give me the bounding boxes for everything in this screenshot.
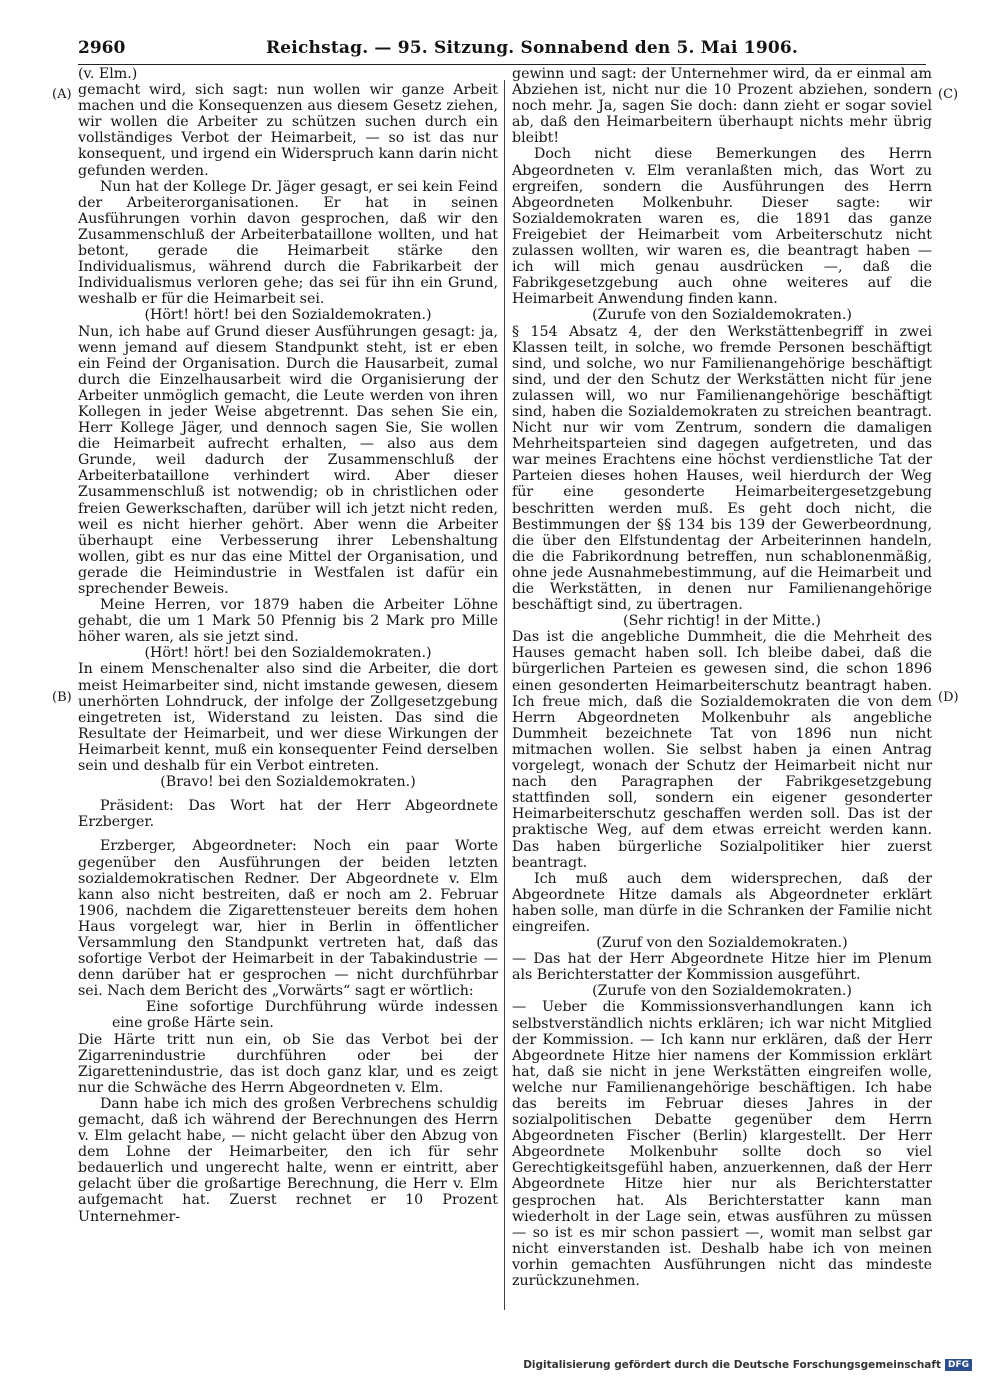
header-rule bbox=[78, 64, 926, 65]
paragraph: § 154 Absatz 4, der den Werkstättenbegriff in zwei Klassen teilt, in solche, wo fremde Personen beschäftigt sind, und solche, wo nur Familienangehörige beschäftigt sind, und der den Schutz der Werkstätten nicht für jene zulassen will, wo nur Familienangehörige beschäftigt sind, haben die Sozialdemokraten zu streichen beantragt. Nicht nur wir vom Zentrum, sondern die damaligen Mehrheitsparteien sind dagegen aufgetreten, und das war meines Erachtens eine höchst verdienstliche Tat der Parteien dieses hohen Hauses, weil hierdurch der Weg für eine gesonderte Heimarbeitergesetzgebung beschritten werden muß. Es geht doch nicht, die Bestimmungen der §§ 134 bis 139 der Gewerbeordnung, die über den Elfstundentag der Arbeiterinnen handeln, die die Fabrikordnung betreffen, nun schablonenmäßig, ohne jede Ausnahmebestimmung, auf die Heimarbeit und die Werkstätten, in denen nur Familienangehörige beschäftigt sind, zu übertragen. bbox=[512, 323, 932, 614]
page-header bbox=[78, 38, 926, 66]
president-statement: Präsident: Das Wort hat der Herr Abgeordnete Erzberger. bbox=[78, 798, 498, 831]
interjection: (Zurufe von den Sozialdemokraten.) bbox=[592, 983, 852, 1000]
dfg-logo-icon: DFG bbox=[945, 1359, 972, 1371]
speaker-note: (v. Elm.) bbox=[78, 66, 138, 82]
paragraph: Doch nicht diese Bemerkungen des Herrn Abgeordneten v. Elm veranlaßten mich, das Wort zu ergreifen, sondern die Ausführungen des Herrn Abgeordneten Molkenbuhr. Dieser sagte: wir Sozialdemokraten waren es, die 1891 das ganze Freigebiet der Heimarbeit vom Arbeiterschutz nicht zulassen wollten, wir waren es, die beantragt haben — ich will mich genau ausdrücken —, daß die Fabrikgesetzgebung auch ohne weiteres auf die Heimarbeit Anwendung finden kann. bbox=[512, 146, 932, 308]
interjection: (Sehr richtig! in der Mitte.) bbox=[623, 613, 821, 630]
paragraph: Das ist die angebliche Dummheit, die die Mehrheit des Hauses gemacht haben soll. Ich bleibe dabei, daß die bürgerlichen Parteien es gewesen sind, die schon 1896 einen gesonderten Heimarbeiterschutz beantragt haben. Ich freue mich, daß die Sozialdemokraten die von dem Herrn Abgeordneten Molkenbuhr als angebliche Dummheit bezeichnete Tat von 1896 nun nicht mitmachen wollen. Sie selbst haben ja einen Antrag vorgelegt, wonach der Schutz der Heimarbeit nicht nur nach den Paragraphen der Fabrikgesetzgebung stattfinden soll, sondern ein eigener gesonderter Heimarbeiterschutz geschaffen werden soll. Das ist der praktische Weg, auf dem etwas erreicht werden kann. Das haben bürgerliche Sozialpolitiker hier zuerst beantragt. bbox=[512, 629, 932, 871]
paragraph: gewinn und sagt: der Unternehmer wird, da er einmal am Abziehen ist, nicht nur die 10 Prozent abziehen, sondern noch mehr. Ja, sagen Sie doch: dann zieht er sogar soviel ab, daß den Heimarbeitern überhaupt nichts mehr übrig bleibt! bbox=[512, 66, 932, 147]
right-column bbox=[512, 66, 932, 1289]
interjection: (Zuruf von den Sozialdemokraten.) bbox=[596, 935, 848, 952]
footer-text: Digitalisierung gefördert durch die Deutsche Forschungsgemeinschaft bbox=[523, 1359, 941, 1371]
margin-mark-c: (C) bbox=[938, 87, 959, 102]
paragraph: Ich muß auch dem widersprechen, daß der Abgeordnete Hitze damals als Abgeordneter erklärt haben solle, man dürfe in die Schranken der Familie nicht eingreifen. bbox=[512, 870, 932, 935]
margin-mark-a: (A) bbox=[52, 87, 72, 102]
paragraph: In einem Menschenalter also sind die Arbeiter, die dort meist Heimarbeiter sind, nicht imstande gewesen, diesem unerhörten Lohndruck, der infolge der Zollgesetzgebung eingetreten ist, Widerstand zu leisten. Das sind die Resultate der Heimarbeit, und wer diese Wirkungen der Heimarbeit kennt, muß ein konsequenter Feind derselben sein und deshalb für ein Verbot eintreten. bbox=[78, 661, 498, 775]
column-divider bbox=[504, 80, 505, 1310]
paragraph: — Das hat der Herr Abgeordnete Hitze hier im Plenum als Berichterstatter der Kommission ausgeführt. bbox=[512, 951, 932, 984]
running-head: Reichstag. — 95. Sitzung. Sonnabend den 5. Mai 1906. bbox=[265, 38, 799, 58]
paragraph: — Ueber die Kommissionsverhandlungen kann ich selbstverständlich nichts erklären; ich war nicht Mitglied der Kommission. — Ich kann nur erklären, daß der Herr Abgeordnete Hitze hier namens der Kommission erklärt hat, daß sie nicht in jene Werkstätten eingreifen wolle, welche nur Familienangehörige beschäftigen. Ich habe das bereits im Februar dieses Jahres in der sozialpolitischen Debatte gegenüber dem Herrn Abgeordneten Fischer (Berlin) klargestellt. Der Herr Abgeordnete Molkenbuhr sollte doch so viel Gerechtigkeitsgefühl haben, anzuerkennen, daß der Herr Abgeordnete Hitze hier nur als Berichterstatter gesprochen hat. Als Berichterstatter kann man wiederholt in der Lage sein, etwas ausführen zu müssen — so ist es mir schon passiert —, womit man selbst gar nicht einverstanden ist. Deshalb habe ich von meinen vorhin gemachten Ausführungen nicht das mindeste zurückzunehmen. bbox=[512, 999, 932, 1290]
paragraph: Meine Herren, vor 1879 haben die Arbeiter Löhne gehabt, die um 1 Mark 50 Pfennig bis 2 Mark pro Mille höher waren, als sie jetzt sind. bbox=[78, 597, 498, 646]
paragraph: Dann habe ich mich des großen Verbrechens schuldig gemacht, daß ich während der Berechnungen des Herrn v. Elm gelacht habe, — nicht gelacht über den Abzug von dem Lohne der Heimarbeiter, den ich für sehr bedauerlich und ungerecht halte, wenn er eintritt, aber gelacht über die großartige Berechnung, die Herr v. Elm aufgemacht hat. Zuerst rechnet er 10 Prozent Unternehmer- bbox=[78, 1095, 498, 1225]
digitization-footer bbox=[523, 1359, 972, 1371]
block-quote: Eine sofortige Durchführung würde indessen eine große Härte sein. bbox=[112, 999, 498, 1032]
paragraph: Die Härte tritt nun ein, ob Sie das Verbot bei der Zigarrenindustrie durchführen oder bei der Zigarettenindustrie, das ist doch ganz klar, und es zeigt nur die Schwäche des Herrn Abgeordneten v. Elm. bbox=[78, 1031, 498, 1096]
page-number: 2960 bbox=[78, 38, 126, 58]
margin-mark-b: (B) bbox=[52, 690, 72, 705]
paragraph: Nun, ich habe auf Grund dieser Ausführungen gesagt: ja, wenn jemand auf diesem Standpunkt steht, ist er eben ein Feind der Organisation. Durch die Hausarbeit, zumal durch die Einzelhausarbeit wird die Organisierung der Arbeiter unmöglich gemacht, die Leute werden von ihren Kollegen in jeder Weise abgetrennt. Das sehen Sie ein, Herr Kollege Jäger, und dennoch sagen Sie, Sie wollen die Heimarbeit aufrecht erhalten, — also aus dem Grunde, weil dadurch der Zusammenschluß der Arbeiterbataillone verhindert wird. Aber dieser Zusammenschluß ist notwendig; ob in christlichen oder freien Gewerkschaften, darüber will ich jetzt nicht reden, weil es nicht hierher gehört. Aber wenn die Arbeiter überhaupt eine Verbesserung ihrer Lebenshaltung wollen, gibt es nur das eine Mittel der Organisation, und gerade die Heimindustrie in Westfalen ist dafür ein sprechender Beweis. bbox=[78, 323, 498, 597]
paragraph: Nun hat der Kollege Dr. Jäger gesagt, er sei kein Feind der Arbeiterorganisationen. Er hat in seinen Ausführungen vorhin davon gesprochen, daß wir den Zusammenschluß der Arbeiterbataillone wollten, und hat betont, gerade die Heimarbeit stärke den Individualismus, während durch die Fabrikarbeit der Individualismus verloren gehe; das sei für ihn ein Grund, weshalb er für die Heimarbeit sei. bbox=[78, 178, 498, 308]
interjection: (Zurufe von den Sozialdemokraten.) bbox=[592, 307, 852, 324]
paragraph: Erzberger, Abgeordneter: Noch ein paar Worte gegenüber den Ausführungen der beiden letzten sozialdemokratischen Redner. Der Abgeordnete v. Elm kann also nicht bestreiten, daß er noch am 2. Februar 1906, nachdem die Zigarettensteuer bereits dem hohen Haus vorgelegt war, hier in Berlin in öffentlicher Versammlung den Standpunkt vertreten hat, daß das sofortige Verbot der Heimarbeit in der Tabakindustrie — denn darüber hat er gesprochen — nicht durchführbar sei. Nach dem Bericht des „Vorwärts“ sagt er wörtlich: bbox=[78, 838, 498, 1000]
interjection: (Bravo! bei den Sozialdemokraten.) bbox=[160, 774, 416, 791]
interjection: (Hört! hört! bei den Sozialdemokraten.) bbox=[144, 307, 432, 324]
left-column bbox=[78, 66, 498, 1225]
paragraph: gemacht wird, sich sagt: nun wollen wir ganze Arbeit machen und die Konsequenzen aus diesem Gesetz ziehen, wir wollen die Arbeiter zu schützen suchen durch ein vollständiges Verbot der Heimarbeit, — so ist das nur konsequent, und irgend ein Widerspruch kann darin nicht gefunden werden. bbox=[78, 82, 498, 179]
interjection: (Hört! hört! bei den Sozialdemokraten.) bbox=[144, 645, 432, 662]
margin-mark-d: (D) bbox=[938, 690, 959, 705]
